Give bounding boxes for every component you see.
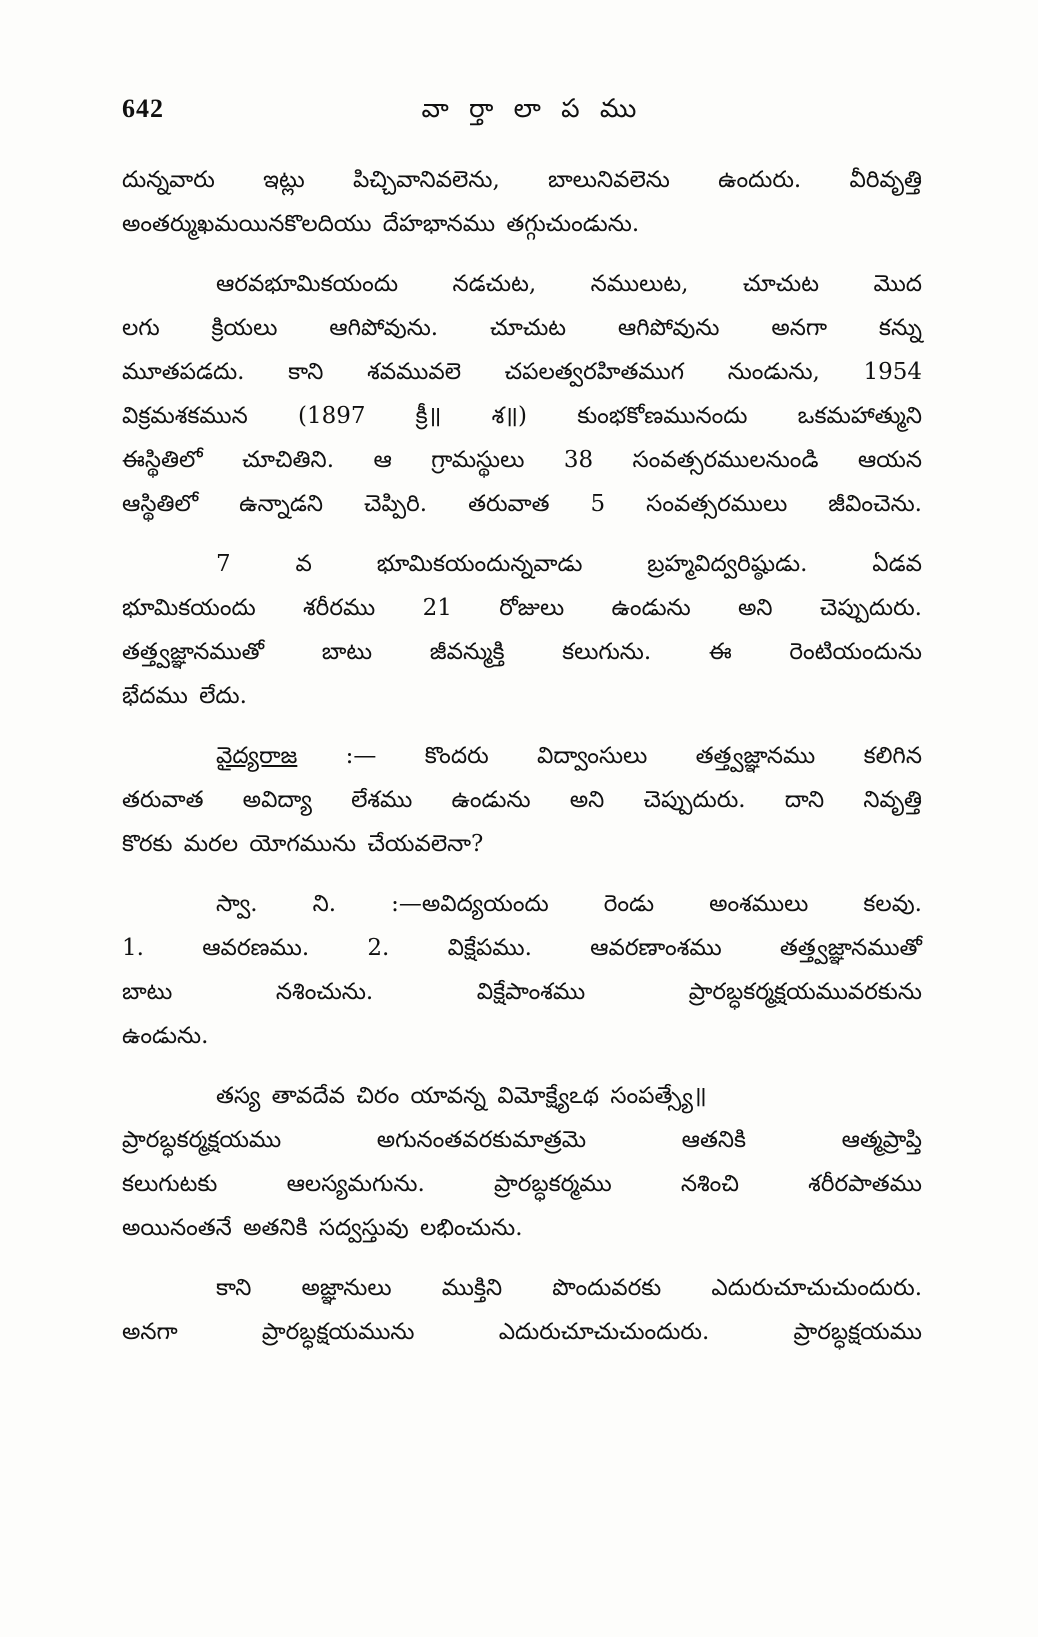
dialogue-paragraph-vaidyaraja <box>122 734 922 866</box>
text-line: కలుగుటకు ఆలస్యమగును. ప్రారబ్ధకర్మము నశించి శరీరపాతము <box>122 1171 922 1197</box>
speaker-text: :—అవిద్యయందు రెండు అంశములు కలవు. <box>391 891 922 917</box>
speaker-name: వైద్యరాజ <box>216 743 298 769</box>
text-line: ఈస్థితిలో చూచితిని. ఆ గ్రామస్థులు 38 సంవత్సరములనుండి ఆయన <box>122 447 922 473</box>
text-line: తరువాత అవిద్యా లేశము ఉండును అని చెప్పుదురు. దాని నివృత్తి <box>122 787 922 813</box>
text-line: కొరకు మరల యోగమును చేయవలెనా? <box>122 831 484 857</box>
text-line: ఉండును. <box>122 1023 209 1049</box>
verse-line: తస్య తావదేవ చిరం యావన్న విమోక్ష్యేఽథ సంపత్స్యే॥ <box>216 1083 707 1109</box>
text-line: 1. ఆవరణము. 2. విక్షేపము. ఆవరణాంశము తత్త్వజ్ఞానముతో <box>122 935 922 961</box>
text-line: భూమికయందు శరీరము 21 రోజులు ఉండును అని చెప్పుదురు. <box>122 595 922 621</box>
paragraph-7 <box>122 1266 922 1354</box>
text-line <box>122 734 922 778</box>
text-line: 7 వ భూమికయందున్నవాడు బ్రహ్మవిద్వరిష్ఠుడు. ఏడవ <box>216 551 922 577</box>
speaker-text: :— కొందరు విద్వాంసులు తత్త్వజ్ఞానము కలిగిన <box>345 743 922 769</box>
paragraph-3 <box>122 542 922 718</box>
text-line: భేదము లేదు. <box>122 683 247 709</box>
text-line: కాని అజ్ఞానులు ముక్తిని పొందువరకు ఎదురుచూచుచుందురు. <box>216 1275 922 1301</box>
text-line: లగు క్రియలు ఆగిపోవును. చూచుట ఆగిపోవును అనగా కన్ను <box>122 315 922 341</box>
paragraph-6 <box>122 1074 922 1250</box>
text-line: తత్త్వజ్ఞానముతో బాటు జీవన్ముక్తి కలుగును. ఈ రెంటియందును <box>122 639 922 665</box>
text-line: ఆరవభూమికయందు నడచుట, నములుట, చూచుట మొద <box>216 271 922 297</box>
body-text <box>122 158 922 1370</box>
text-line: మూతపడదు. కాని శవమువలె చపలత్వరహితముగ నుండును, 1954 <box>122 359 922 385</box>
text-line: అనగా ప్రారబ్ధక్షయమును ఎదురుచూచుచుందురు. ప్రారబ్ధక్షయము <box>122 1319 922 1345</box>
text-line: అంతర్ముఖమయినకొలదియు దేహభానము తగ్గుచుండును. <box>122 211 640 237</box>
paragraph-2 <box>122 262 922 526</box>
dialogue-paragraph-swami <box>122 882 922 1058</box>
text-line <box>122 882 922 926</box>
text-line: బాటు నశించును. విక్షేపాంశము ప్రారబ్ధకర్మక్షయమువరకును <box>122 979 922 1005</box>
text-line: విక్రమశకమున (1897 క్రీ॥ శ॥) కుంభకోణమునందు ఒకమహాత్ముని <box>122 403 922 429</box>
text-line: ప్రారబ్ధకర్మక్షయము అగునంతవరకుమాత్రమె ఆతనికి ఆత్మప్రాప్తి <box>122 1127 922 1153</box>
speaker-name: స్వా. ని. <box>216 891 337 917</box>
paragraph-1 <box>122 158 922 246</box>
running-title: వా ర్తా లా ప ము <box>421 94 643 124</box>
text-line: అయినంతనే అతనికి సద్వస్తువు లభించును. <box>122 1215 523 1241</box>
text-line: ఆస్థితిలో ఉన్నాడని చెప్పిరి. తరువాత 5 సంవత్సరములు జీవించెను. <box>122 491 922 517</box>
page-header <box>122 92 922 132</box>
text-line: దున్నవారు ఇట్లు పిచ్చివానివలెను, బాలునివలెను ఉందురు. వీరివృత్తి <box>122 167 922 193</box>
page-number: 642 <box>122 94 164 123</box>
